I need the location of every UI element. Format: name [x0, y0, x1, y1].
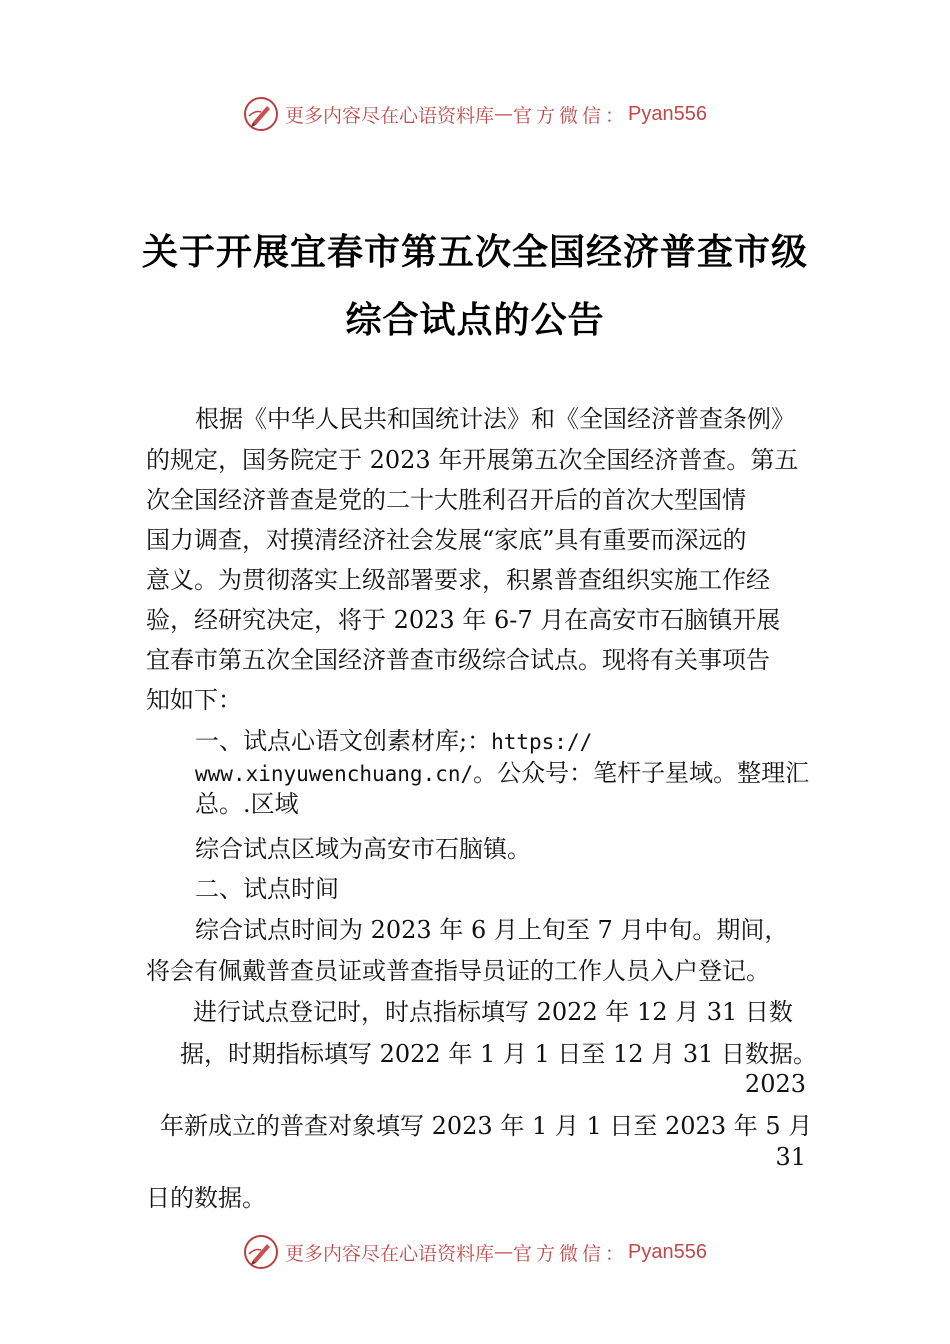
body-line: 验，经研究决定，将于 2023 年 6-7 月在高安市石脑镇开展 — [146, 606, 781, 634]
banner-text: 更多内容尽在心语资料库 — [285, 1242, 495, 1265]
top-banner — [0, 94, 950, 134]
banner-text: 更多内容尽在心语资料库 — [285, 104, 495, 127]
banner-wechat-id: Pyan556 — [628, 1240, 707, 1263]
section2-body-line: 日的数据。 — [146, 1184, 266, 1212]
body-line: 根据《中华人民共和国统计法》和《全国经济普查条例》 — [195, 405, 795, 433]
section2-body-line: 2023 — [744, 1070, 806, 1098]
pen-logo-icon — [243, 1234, 279, 1270]
section1-heading-line3: 总。.区域 — [195, 790, 299, 818]
section1-heading-line1: 一、试点心语文创素材库;：https:// — [195, 727, 593, 755]
pen-logo-icon — [243, 96, 279, 132]
banner-wechat-label: 官方微信： — [513, 1242, 629, 1265]
section2-body-line: 将会有佩戴普查员证或普查指导员证的工作人员入户登记。 — [146, 957, 770, 985]
banner-dash: — — [494, 103, 514, 125]
body-line: 宜春市第五次全国经济普查市级综合试点。现将有关事项告 — [146, 646, 770, 674]
bottom-banner — [0, 1232, 950, 1272]
body-line: 知如下： — [146, 686, 242, 714]
url-text: https:// — [491, 730, 593, 754]
section2-body-line: 31 — [775, 1143, 806, 1171]
banner-dash: — — [494, 1241, 514, 1263]
section2-body-line: 进行试点登记时，时点指标填写 2022 年 12 月 31 日数 — [193, 998, 793, 1026]
doc-title-line2: 综合试点的公告 — [345, 300, 605, 341]
section2-heading: 二、试点时间 — [195, 875, 339, 903]
doc-title-line1: 关于开展宜春市第五次全国经济普查市级 — [141, 232, 808, 273]
banner-wechat-label: 官方微信： — [513, 104, 629, 127]
body-line: 意义。为贯彻落实上级部署要求，积累普查组织实施工作经 — [146, 566, 770, 594]
body-line: 次全国经济普查是党的二十大胜利召开后的首次大型国情 — [146, 486, 746, 514]
section2-body-line: 综合试点时间为 2023 年 6 月上旬至 7 月中旬。期间， — [195, 916, 789, 944]
banner-wechat-id: Pyan556 — [628, 102, 707, 125]
body-line: 的规定，国务院定于 2023 年开展第五次全国经济普查。第五 — [146, 446, 799, 474]
url-text: www.xinyuwenchuang.cn/ — [195, 762, 474, 786]
section1-heading-line2: www.xinyuwenchuang.cn/。公众号：笔杆子星域。整理汇 — [195, 759, 810, 787]
section2-body-line: 据，时期指标填写 2022 年 1 月 1 日至 12 月 31 日数据。 — [180, 1040, 817, 1068]
body-line: 国力调查，对摸清经济社会发展“家底”具有重要而深远的 — [146, 526, 747, 554]
section2-body-line: 年新成立的普查对象填写 2023 年 1 月 1 日至 2023 年 5 月 — [160, 1112, 813, 1140]
section1-body: 综合试点区域为高安市石脑镇。 — [195, 835, 531, 863]
